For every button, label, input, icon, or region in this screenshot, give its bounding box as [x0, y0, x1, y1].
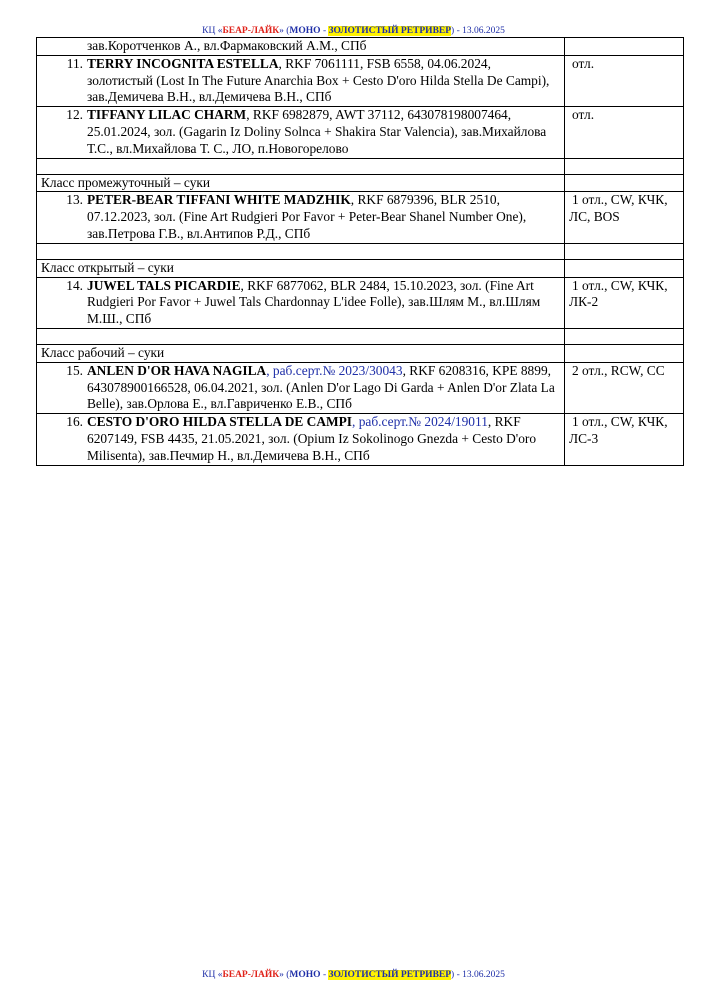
entry-number: 13. — [66, 192, 83, 208]
header-club: БЕАР-ЛАЙК — [222, 26, 280, 36]
class-heading: Класс промежуточный – суки — [41, 174, 211, 190]
dog-details: , RKF 6208316, KPE 8899, 643078900166528, 06.04.2021, зол. (Anlen D'or Lago Di Garda + Anlen D'or Zlata La Belle), зав.Орлова Е., вл.Гавриченко Е.В., СПб — [87, 362, 555, 412]
result-cell — [565, 277, 684, 328]
table-row — [37, 192, 684, 243]
header-mono: МОНО — [289, 26, 321, 36]
result-text — [569, 38, 572, 53]
class-heading-cell — [37, 174, 565, 192]
result-text: отл. — [572, 55, 595, 71]
result-cell — [565, 192, 684, 243]
entry-cell — [37, 107, 565, 158]
dog-name: PETER-BEAR TIFFANI WHITE MADZHIK — [87, 192, 351, 208]
spacer-row — [37, 328, 684, 344]
work-certificate: , раб.серт.№ 2023/30043 — [266, 362, 403, 378]
class-heading-row — [37, 174, 684, 192]
footer-dash: - — [320, 970, 329, 980]
table-row — [37, 362, 684, 413]
result-cell — [565, 414, 684, 465]
result-text: 1 отл., CW, КЧК, ЛС, BOS — [569, 192, 668, 225]
dog-details: , RKF 6879396, BLR 2510, 07.12.2023, зол. (Fine Art Rudgieri Por Favor + Peter-Bear Shanel Number One), зав.Петрова Г.В., вл.Антипов Р.Д., СПб — [87, 192, 527, 241]
footer-club: БЕАР-ЛАЙК — [222, 970, 280, 980]
work-certificate: , раб.серт.№ 2024/19011 — [352, 414, 488, 430]
result-cell — [565, 38, 684, 56]
header-dash: - — [320, 26, 329, 36]
table-row — [37, 107, 684, 158]
entry-cell — [37, 362, 565, 413]
page-header — [0, 25, 707, 37]
entry-cell — [37, 414, 565, 465]
footer-breed: ЗОЛОТИСТЫЙ РЕТРИВЕР — [328, 970, 452, 980]
class-heading-cell — [37, 259, 565, 277]
entry-number: 14. — [66, 277, 83, 293]
table-row — [37, 414, 684, 465]
dog-name: CESTO D'ORO HILDA STELLA DE CAMPI — [87, 414, 353, 430]
result-text: 2 отл., RCW, CC — [572, 362, 665, 378]
entry-number: 11. — [66, 55, 83, 71]
header-tail: ) - 13.06.2025 — [451, 26, 505, 36]
entry-number: 16. — [66, 414, 83, 430]
dog-name: TIFFANY LILAC CHARM — [87, 107, 247, 123]
table-row — [37, 277, 684, 328]
class-heading: Класс рабочий – суки — [41, 344, 165, 360]
table-row — [37, 55, 684, 106]
footer-kc: КЦ « — [202, 970, 223, 980]
entry-cell — [37, 277, 565, 328]
dog-details: , RKF 6207149, FSB 4435, 21.05.2021, зол. (Opium Iz Sokolinogo Gnezda + Cesto D'oro Milisenta), зав.Печмир Н., вл.Демичева В.Н., СПб — [87, 414, 537, 463]
class-heading-row — [37, 344, 684, 362]
footer-tail: ) - 13.06.2025 — [451, 970, 505, 980]
table-row — [37, 38, 684, 56]
dog-name: JUWEL TALS PICARDIE — [87, 277, 241, 293]
dog-details: , RKF 6877062, BLR 2484, 15.10.2023, зол. (Fine Art Rudgieri Por Favor + Juwel Tals Chardonnay L'idee Folle), зав.Шлям М., вл.Шлям М.Ш., СПб — [87, 277, 541, 327]
class-heading: Класс открытый – суки — [41, 259, 174, 275]
entry-cell — [37, 38, 565, 56]
result-cell — [565, 107, 684, 158]
class-heading-cell — [37, 344, 565, 362]
footer-close: » ( — [279, 970, 290, 980]
entry-number: 12. — [66, 107, 83, 123]
result-text: 1 отл., CW, КЧК, ЛК-2 — [569, 277, 668, 310]
result-cell — [565, 362, 684, 413]
dog-name: ANLEN D'OR HAVA NAGILA — [87, 362, 267, 378]
header-kc: КЦ « — [202, 26, 223, 36]
footer-mono: МОНО — [289, 970, 321, 980]
dog-name: TERRY INCOGNITA ESTELLA — [87, 55, 279, 71]
result-text: 1 отл., CW, КЧК, ЛС-3 — [569, 414, 668, 446]
class-heading-row — [37, 259, 684, 277]
entry-cell — [37, 55, 565, 106]
catalog-table — [36, 37, 684, 466]
header-breed: ЗОЛОТИСТЫЙ РЕТРИВЕР — [328, 26, 452, 36]
dog-details: , RKF 7061111, FSB 6558, 04.06.2024, золотистый (Lost In The Future Anarchia Box + Cesto D'oro Hilda Stella De Campi), зав.Демичева В.Н., вл.Демичева В.Н., СПб — [87, 55, 550, 105]
continuation-text: зав.Коротченков А., вл.Фармаковский А.М., СПб — [87, 38, 367, 53]
entry-cell — [37, 192, 565, 243]
dog-details: , RKF 6982879, AWT 37112, 643078198007464, 25.01.2024, зол. (Gagarin Iz Doliny Solnca + Shakira Star Valencia), зав.Михайлова Т.С., вл.Михайлова Т. С., ЛО, п.Новогорелово — [87, 107, 547, 156]
header-close: » ( — [279, 26, 290, 36]
result-text: отл. — [572, 107, 595, 123]
result-cell — [565, 55, 684, 106]
spacer-row — [37, 158, 684, 174]
entry-number: 15. — [66, 362, 83, 378]
spacer-row — [37, 243, 684, 259]
page-footer — [0, 969, 707, 981]
